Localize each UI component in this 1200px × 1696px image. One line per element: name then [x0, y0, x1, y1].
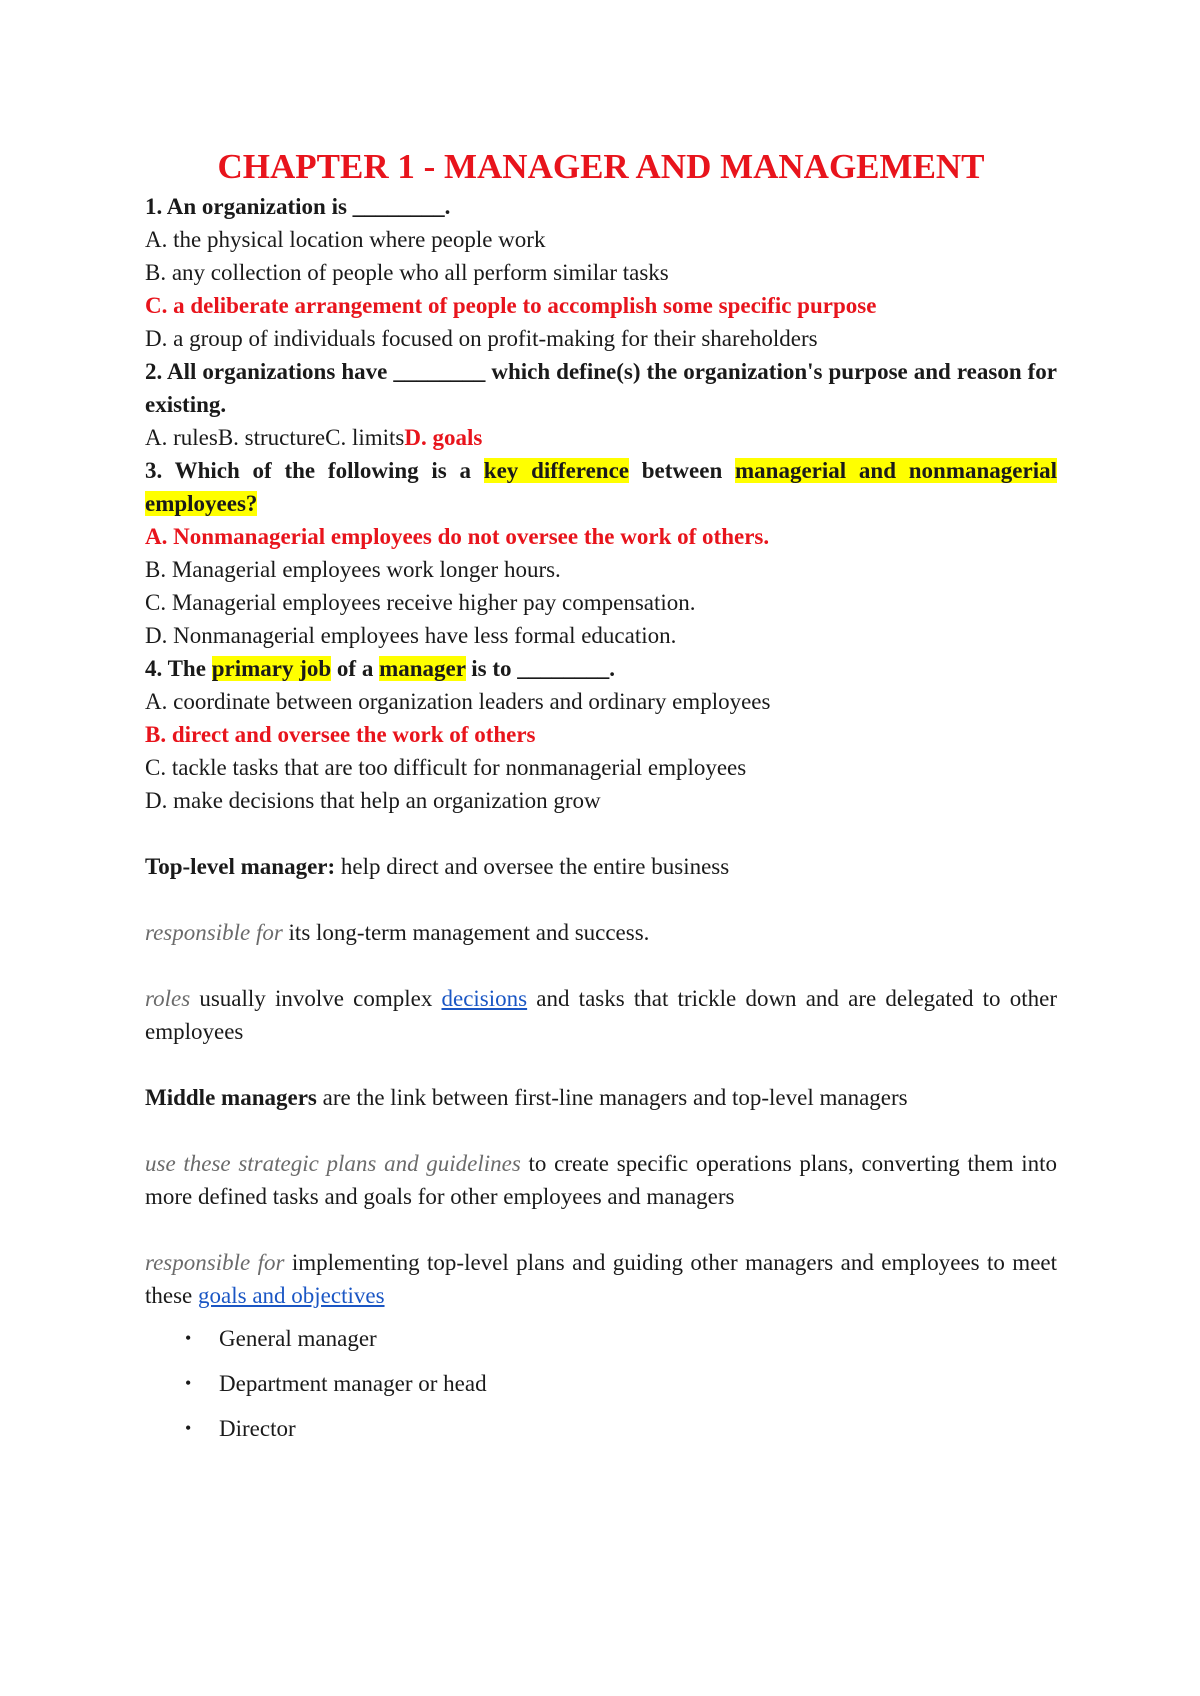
top-level-resp-label: responsible for — [145, 920, 283, 945]
middle-responsibility-paragraph — [145, 1246, 1057, 1312]
spacer — [145, 883, 1057, 916]
top-level-resp-text: its long-term management and success. — [282, 920, 650, 945]
roles-text-2: and tasks that trickle down and are delegated to other employees — [145, 986, 1057, 1044]
middle-resp-text: implementing top-level plans and guiding other managers and employees to meet these — [145, 1250, 1057, 1308]
middle-resp-label: responsible for — [145, 1250, 285, 1275]
q3-option-b: B. Managerial employees work longer hours. — [145, 557, 561, 582]
top-level-manager-paragraph — [145, 850, 1057, 883]
list-item-label: Director — [219, 1416, 296, 1441]
spacer — [145, 1213, 1057, 1246]
q1-option-a: A. the physical location where people work — [145, 227, 546, 252]
middle-use-label: use these strategic plans and guidelines — [145, 1151, 521, 1176]
list-item — [145, 1322, 1057, 1355]
top-level-responsibility-paragraph — [145, 916, 1057, 949]
document-content — [145, 146, 1057, 1457]
q4-highlight-primary-job: primary job — [211, 656, 332, 681]
middle-use-paragraph — [145, 1147, 1057, 1213]
list-item-label: General manager — [219, 1326, 377, 1351]
goals-objectives-link[interactable]: goals and objectives — [198, 1283, 385, 1308]
q2-options — [145, 421, 1057, 454]
q4-option-d: D. make decisions that help an organization grow — [145, 788, 601, 813]
q4-option-a: A. coordinate between organization leaders and ordinary employees — [145, 689, 771, 714]
roles-label: roles — [145, 986, 191, 1011]
decisions-link[interactable]: decisions — [441, 986, 528, 1011]
q3-option-c: C. Managerial employees receive higher pay compensation. — [145, 590, 696, 615]
q3-highlight-employees: managerial and nonmanagerial employees? — [145, 458, 1057, 516]
spacer — [145, 949, 1057, 982]
list-item-label: Department manager or head — [219, 1371, 487, 1396]
q3-highlight-key-difference: key difference — [483, 458, 629, 483]
top-level-roles-paragraph — [145, 982, 1057, 1048]
question-1: 1. An organization is ________. — [145, 194, 451, 219]
q4-text-mid: of a — [331, 656, 380, 681]
q2-option-a: A. rules — [145, 425, 218, 450]
middle-managers-text: are the link between first-line managers and top-level managers — [316, 1085, 908, 1110]
middle-use-text: to create specific operations plans, converting them into more defined tasks and goals for other employees and managers — [145, 1151, 1057, 1209]
roles-text-1: usually involve complex — [190, 986, 442, 1011]
bullet-icon: • — [185, 1418, 192, 1438]
middle-managers-paragraph — [145, 1081, 1057, 1114]
list-item — [145, 1367, 1057, 1400]
q2-option-b: B. structure — [217, 425, 326, 450]
list-item — [145, 1412, 1057, 1445]
q3-option-a-answer: A. Nonmanagerial employees do not oversee the work of others. — [145, 524, 770, 549]
q4-text-end: is to ________. — [465, 656, 616, 681]
q4-text-start: 4. The — [145, 656, 212, 681]
top-level-label: Top-level manager: — [145, 854, 336, 879]
spacer — [145, 817, 1057, 850]
manager-titles-list — [145, 1322, 1057, 1445]
q4-highlight-manager: manager — [379, 656, 466, 681]
q2-option-c: C. limits — [325, 425, 405, 450]
q1-option-d: D. a group of individuals focused on profit-making for their shareholders — [145, 326, 818, 351]
page-title: CHAPTER 1 - MANAGER AND MANAGEMENT — [217, 147, 985, 186]
middle-managers-label: Middle managers — [145, 1085, 317, 1110]
question-4 — [145, 652, 1057, 685]
bullet-icon: • — [185, 1328, 192, 1348]
q4-option-c: C. tackle tasks that are too difficult for nonmanagerial employees — [145, 755, 747, 780]
q1-option-b: B. any collection of people who all perform similar tasks — [145, 260, 669, 285]
q3-text-mid: between — [628, 458, 735, 483]
q1-option-c-answer: C. a deliberate arrangement of people to accomplish some specific purpose — [145, 293, 877, 318]
question-2: 2. All organizations have ________ which define(s) the organization's purpose and reason for existing. — [145, 359, 1057, 417]
q2-option-d-answer: D. goals — [404, 425, 483, 450]
q3-text-start: 3. Which of the following is a — [145, 458, 484, 483]
question-3 — [145, 454, 1057, 520]
spacer — [145, 1114, 1057, 1147]
q3-option-d: D. Nonmanagerial employees have less formal education. — [145, 623, 677, 648]
top-level-text: help direct and oversee the entire business — [335, 854, 730, 879]
q4-option-b-answer: B. direct and oversee the work of others — [145, 722, 536, 747]
spacer — [145, 1048, 1057, 1081]
bullet-icon: • — [185, 1373, 192, 1393]
